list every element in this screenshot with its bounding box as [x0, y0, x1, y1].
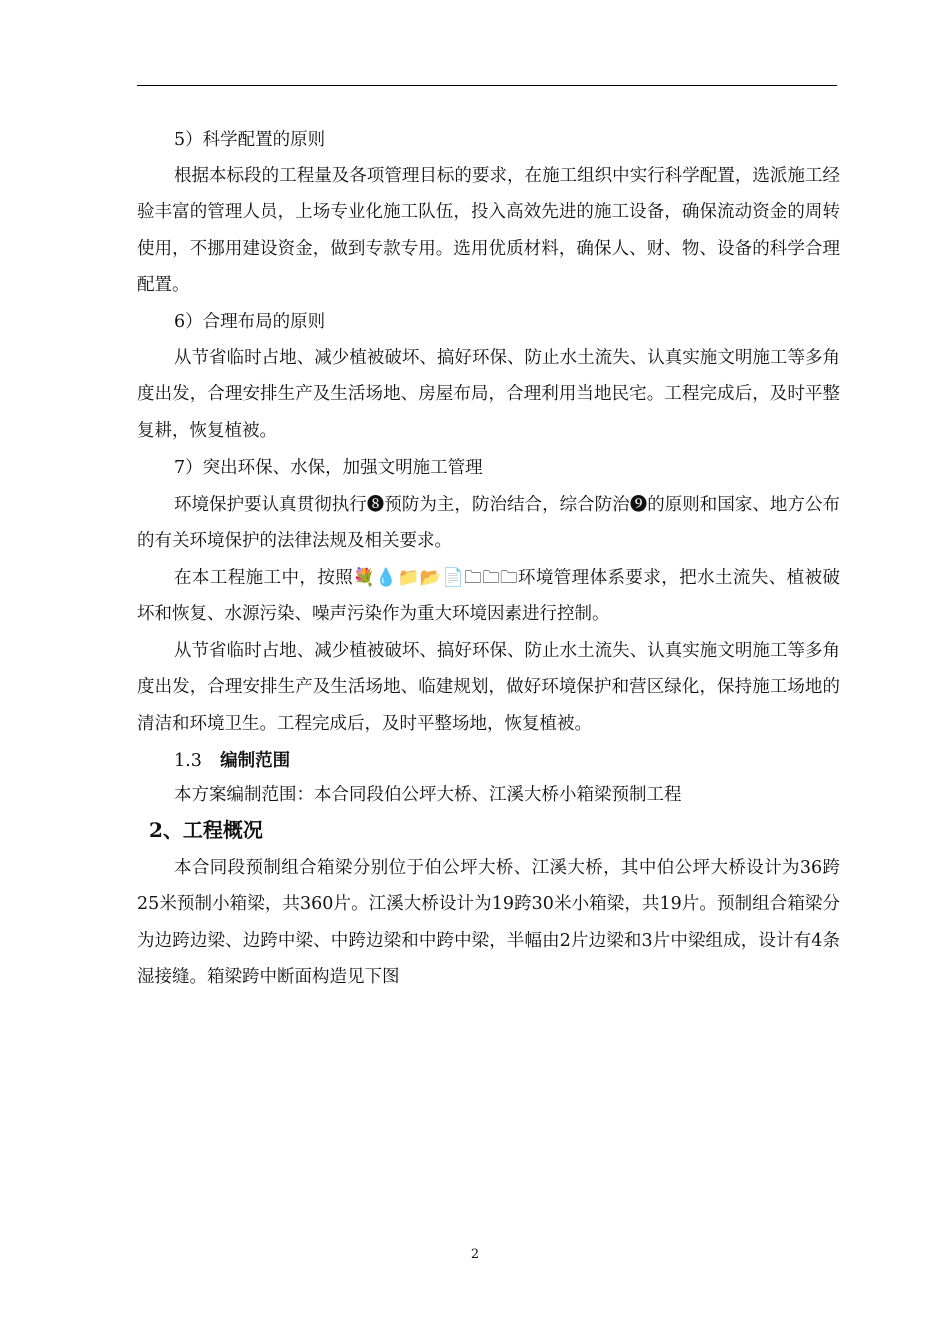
paragraph-env-system: 在本工程施工中，按照💐💧📁📂📄🗀🗀🗀环境管理体系要求，把水土流失、植被破坏和恢复、水源污染、噪声污染作为重大环境因素进行控制。 — [137, 568, 840, 625]
paragraph-overview: 本合同段预制组合箱梁分别位于伯公坪大桥、江溪大桥，其中伯公坪大桥设计为36跨25米预制小箱梁，共360片。江溪大桥设计为19跨30米小箱梁，共19片。预制组合箱梁分为边跨边梁、边跨中梁、中跨边梁和中跨中梁，半幅由2片边梁和3片中梁组成，设计有4条湿接缝。箱梁跨中断面构造见下图 — [137, 858, 840, 987]
section-number: 1.3 — [174, 751, 202, 771]
header-rule — [137, 85, 837, 86]
paragraph-scope: 本方案编制范围：本合同段伯公坪大桥、江溪大桥小箱梁预制工程 — [174, 785, 682, 805]
heading-6: 6）合理布局的原则 — [174, 312, 326, 332]
page-number: 2 — [470, 1247, 480, 1262]
paragraph-layout: 从节省临时占地、减少植被破坏、搞好环保、防止水土流失、认真实施文明施工等多角度出发，合理安排生产及生活场地、房屋布局，合理利用当地民宅。工程完成后，及时平整复耕，恢复植被。 — [137, 348, 840, 441]
paragraph-env-protection: 环境保护要认真贯彻执行❽预防为主，防治结合，综合防治❾的原则和国家、地方公布的有关环境保护的法律法规及相关要求。 — [137, 495, 840, 552]
heading-7: 7）突出环保、水保，加强文明施工管理 — [174, 458, 483, 478]
section-heading-1-3 — [137, 743, 840, 779]
heading-5: 5）科学配置的原则 — [174, 130, 326, 150]
section-heading-2: 2、工程概况 — [149, 818, 263, 842]
paragraph-site: 从节省临时占地、减少植被破坏、搞好环保、防止水土流失、认真实施文明施工等多角度出发，合理安排生产及生活场地、临建规划，做好环境保护和营区绿化，保持施工场地的清洁和环境卫生。工程完成后，及时平整场地，恢复植被。 — [137, 641, 840, 734]
section-title: 编制范围 — [220, 751, 291, 771]
paragraph-science-config: 根据本标段的工程量及各项管理目标的要求，在施工组织中实行科学配置，选派施工经验丰富的管理人员，上场专业化施工队伍，投入高效先进的施工设备，确保流动资金的周转使用，不挪用建设资金，做到专款专用。选用优质材料，确保人、财、物、设备的科学合理配置。 — [137, 166, 840, 295]
